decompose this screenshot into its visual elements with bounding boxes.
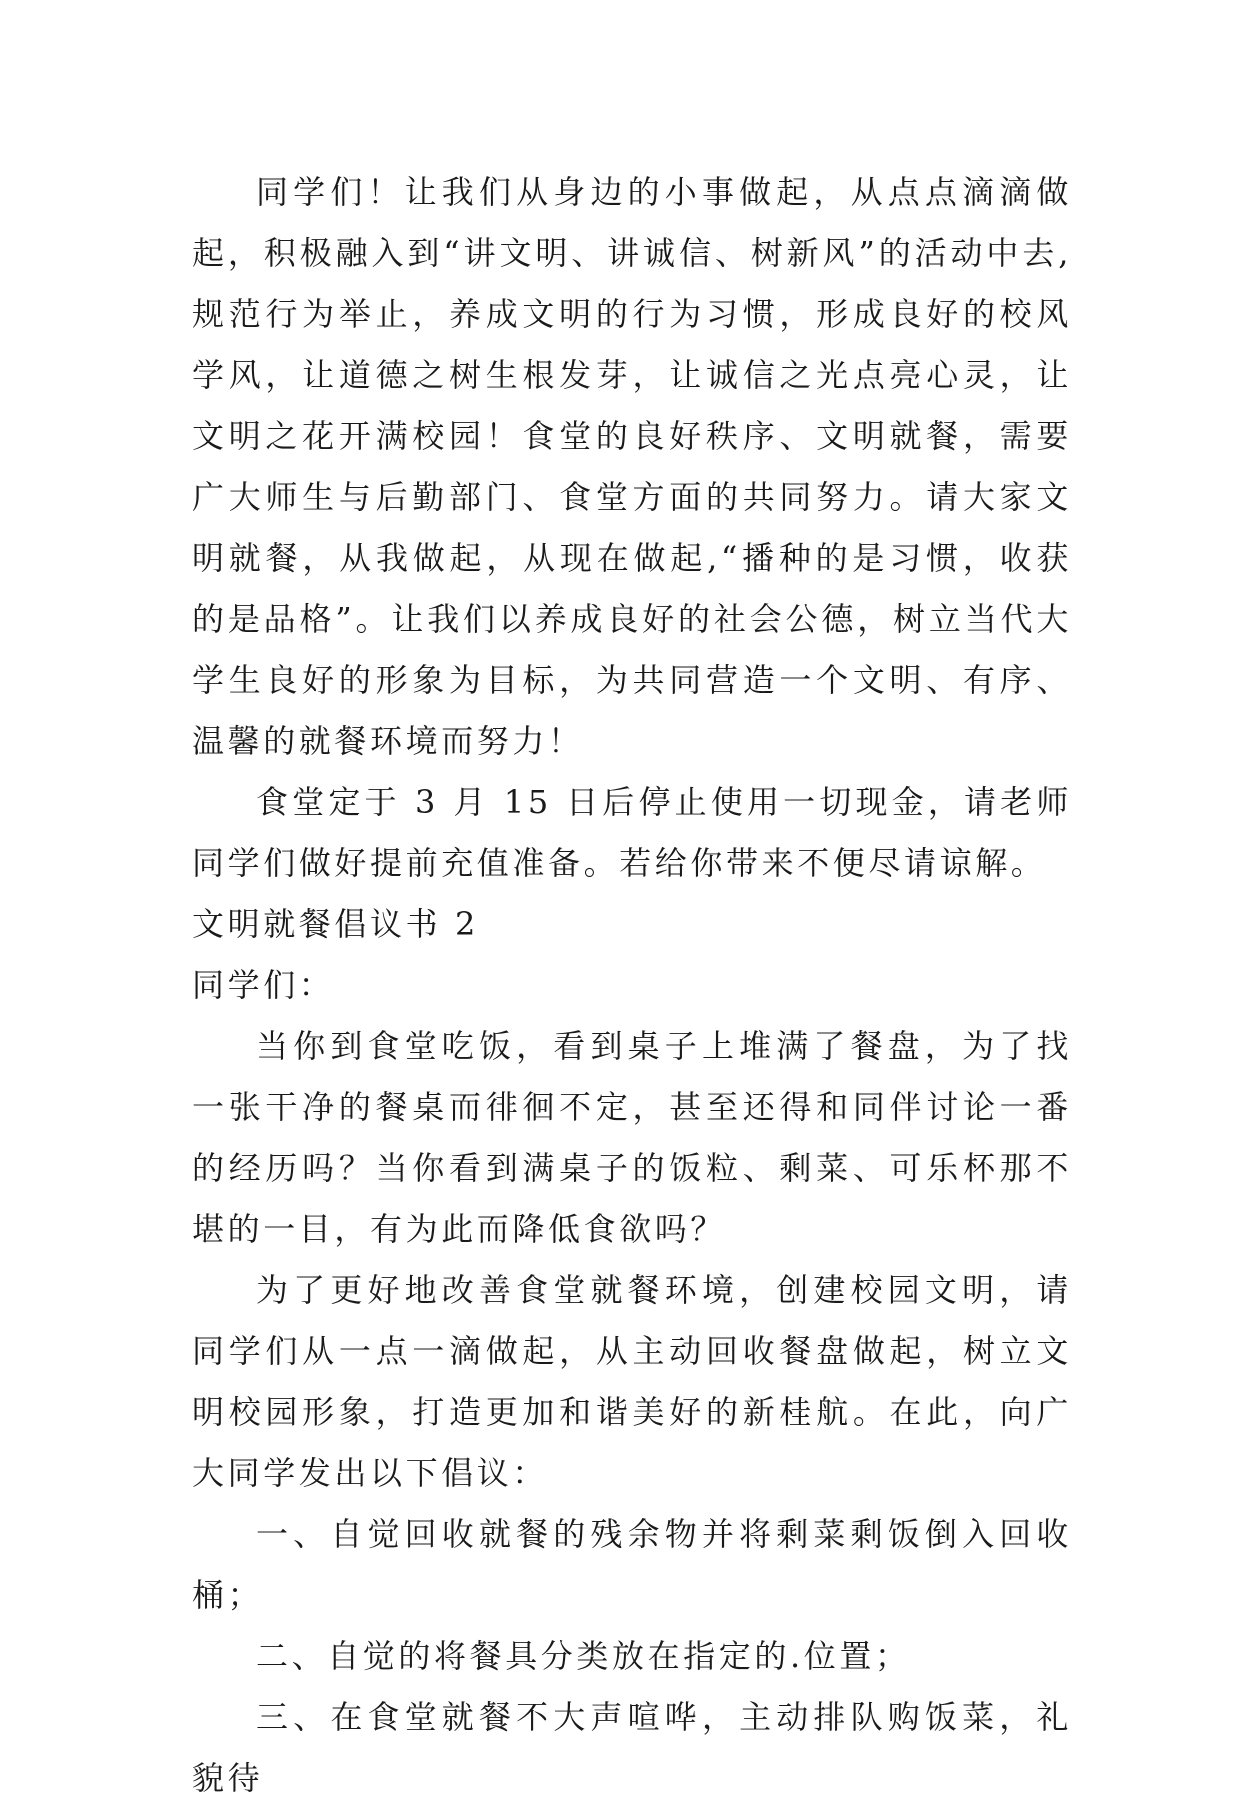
proposal-item-2: 二、自觉的将餐具分类放在指定的.位置；	[256, 1637, 911, 1675]
proposal-item-1: 一、自觉回收就餐的残余物并将剩菜剩饭倒入回收桶；	[192, 1515, 1072, 1614]
document-body	[192, 162, 1072, 1809]
salutation: 同学们：	[192, 966, 335, 1004]
section-title: 文明就餐倡议书 2	[192, 905, 479, 943]
paragraph-dining-question: 当你到食堂吃饭，看到桌子上堆满了餐盘，为了找一张干净的餐桌而徘徊不定，甚至还得和同伴讨论一番的经历吗？当你看到满桌子的饭粒、剩菜、可乐杯那不堪的一目，有为此而降低食欲吗？	[192, 1027, 1072, 1248]
proposal-item-3: 三、在食堂就餐不大声喧哗，主动排队购饭菜，礼貌待	[192, 1698, 1072, 1797]
paragraph-closing-appeal: 同学们！让我们从身边的小事做起，从点点滴滴做起，积极融入到“讲文明、讲诚信、树新风”的活动中去,规范行为举止，养成文明的行为习惯，形成良好的校风学风，让道德之树生根发芽，让诚信之光点亮心灵，让文明之花开满校园！食堂的良好秩序、文明就餐，需要广大师生与后勤部门、食堂方面的共同努力。请大家文明就餐，从我做起，从现在做起,“播种的是习惯，收获的是品格”。让我们以养成良好的社会公德，树立当代大学生良好的形象为目标，为共同营造一个文明、有序、温馨的就餐环境而努力！	[192, 173, 1072, 760]
paragraph-proposal-intro: 为了更好地改善食堂就餐环境，创建校园文明，请同学们从一点一滴做起，从主动回收餐盘做起，树立文明校园形象，打造更加和谐美好的新桂航。在此，向广大同学发出以下倡议：	[192, 1271, 1072, 1492]
paragraph-cash-notice: 食堂定于 3 月 15 日后停止使用一切现金，请老师同学们做好提前充值准备。若给你带来不便尽请谅解。	[192, 783, 1072, 882]
